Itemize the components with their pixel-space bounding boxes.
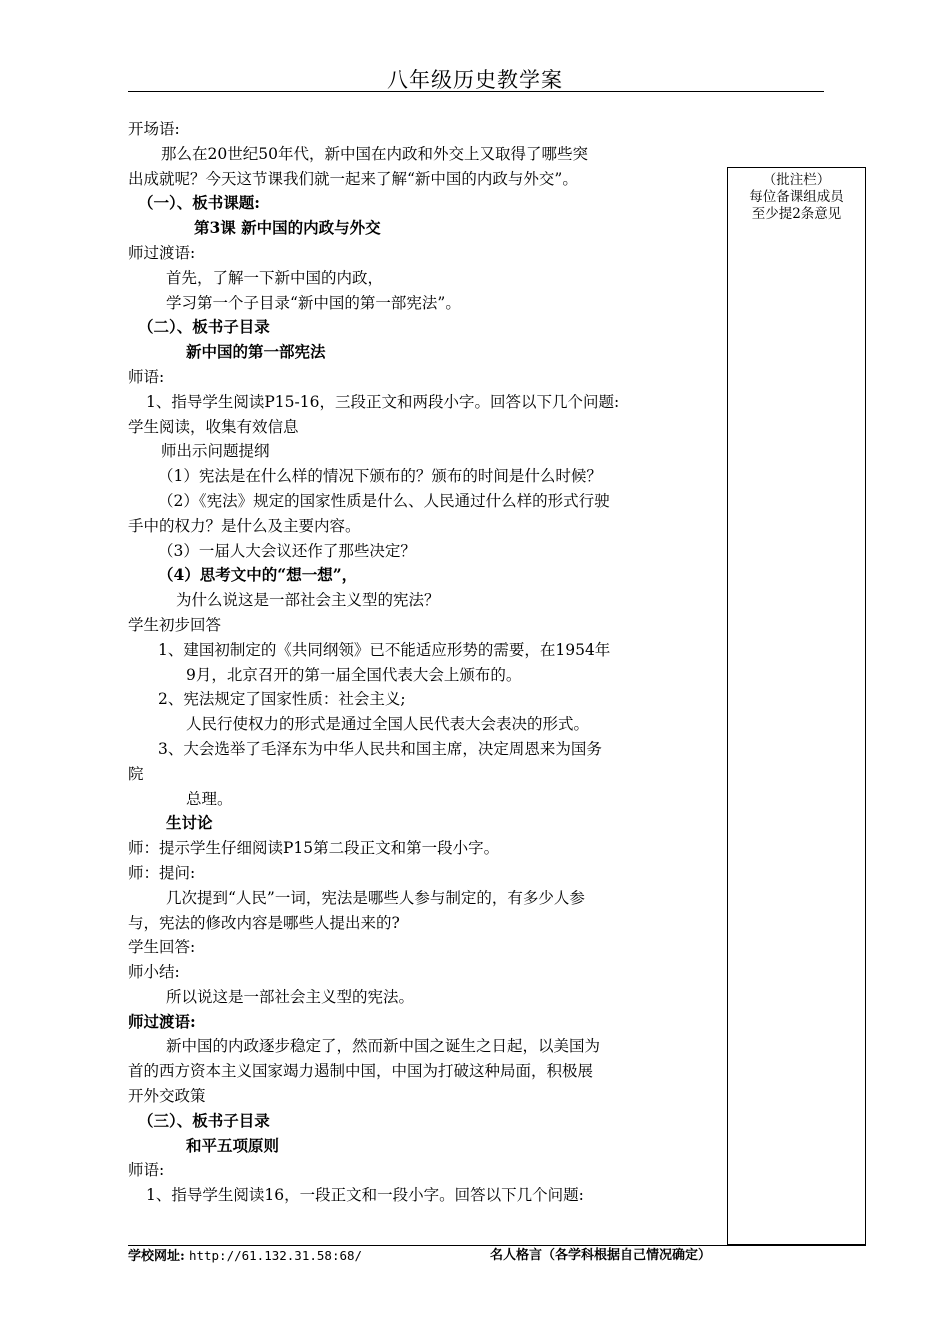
content-line: 1、指导学生阅读P15-16，三段正文和两段小字。回答以下几个问题: — [146, 392, 620, 411]
content-line: 与，宪法的修改内容是哪些人提出来的? — [128, 913, 400, 932]
content-line: 师过渡语: — [128, 1011, 196, 1031]
content-line: 学习第一个子目录“新中国的第一部宪法”。 — [166, 293, 461, 312]
content-line: 师过渡语: — [128, 243, 196, 262]
annotation-title: （批注栏） — [762, 172, 831, 188]
content-line: 学生阅读，收集有效信息 — [128, 417, 299, 436]
content-line: 首的西方资本主义国家竭力遏制中国，中国为打破这种局面，积极展 — [128, 1062, 594, 1081]
content-line: 学生回答: — [128, 938, 196, 957]
content-line: （二）、板书子目录 — [138, 317, 270, 337]
content-line: 总理。 — [186, 789, 233, 808]
annotation-note-line: 至少提2条意见 — [751, 206, 842, 222]
content-line: 师语: — [128, 367, 165, 386]
content-line: 第3课 新中国的内政与外交 — [194, 218, 381, 238]
content-line: 师：提问: — [128, 863, 196, 882]
content-line: （3）一届人大会议还作了那些决定？ — [158, 541, 416, 560]
content-line: 新中国的第一部宪法 — [186, 342, 326, 362]
content-line: （三）、板书子目录 — [138, 1110, 270, 1130]
content-line: 所以说这是一部社会主义型的宪法。 — [166, 987, 415, 1006]
page-footer — [128, 1247, 866, 1265]
lesson-content — [128, 117, 724, 1208]
content-line: 开场语: — [128, 120, 180, 138]
header-rule — [128, 91, 824, 92]
content-line: 1、建国初制定的《共同纲领》已不能适应形势的需要，在1954年 — [158, 640, 611, 659]
content-line: 那么在20世纪50年代，新中国在内政和外交上又取得了哪些突 — [161, 144, 588, 163]
content-line: 师：提示学生仔细阅读P15第二段正文和第一段小字。 — [128, 839, 500, 858]
content-line: （1）宪法是在什么样的情况下颁布的？颁布的时间是什么时候？ — [158, 467, 602, 486]
content-line: 9月，北京召开的第一届全国代表大会上颁布的。 — [186, 665, 522, 684]
annotation-column — [727, 167, 866, 1245]
content-line: 手中的权力？是什么及主要内容。 — [128, 516, 361, 535]
content-line: 师小结: — [128, 963, 180, 982]
content-line: 人民行使权力的形式是通过全国人民代表大会表决的形式。 — [186, 715, 590, 734]
school-site-url[interactable]: http://61.132.31.58:68/ — [188, 1248, 363, 1263]
content-line: 首先，了解一下新中国的内政， — [166, 268, 384, 287]
content-line: 学生初步回答 — [128, 615, 222, 634]
content-line: 1、指导学生阅读16，一段正文和一段小字。回答以下几个问题: — [146, 1186, 584, 1205]
page-header-title: 八年级历史教学案 — [387, 68, 563, 92]
content-line: （一）、板书课题: — [138, 193, 260, 213]
content-line: 生讨论 — [166, 813, 213, 833]
content-line: 师语: — [128, 1161, 165, 1180]
content-line: 2、宪法规定了国家性质：社会主义; — [158, 690, 406, 709]
content-line: 新中国的内政逐步稳定了，然而新中国之诞生之日起，以美国为 — [166, 1037, 601, 1056]
content-line: 师出示问题提纲 — [161, 442, 270, 461]
content-line: 开外交政策 — [128, 1087, 206, 1106]
content-line: （4）思考文中的“想一想”， — [158, 565, 358, 585]
content-line: 和平五项原则 — [186, 1135, 280, 1155]
content-line: 院 — [128, 764, 144, 783]
content-line: （2）《宪法》规定的国家性质是什么、人民通过什么样的形式行驶 — [158, 491, 610, 510]
content-line: 为什么说这是一部社会主义型的宪法？ — [176, 591, 440, 610]
footer-rule — [128, 1245, 866, 1246]
content-line: 几次提到“人民”一词，宪法是哪些人参与制定的，有多少人参 — [166, 888, 585, 907]
annotation-note-line: 每位备课组成员 — [749, 189, 844, 205]
motto-label: 名人格言（各学科根据自己情况确定） — [490, 1248, 712, 1263]
school-site-label: 学校网址: — [128, 1249, 185, 1264]
content-line: 3、大会选举了毛泽东为中华人民共和国主席，决定周恩来为国务 — [158, 739, 602, 758]
content-line: 出成就呢？今天这节课我们就一起来了解“新中国的内政与外交”。 — [128, 169, 578, 188]
